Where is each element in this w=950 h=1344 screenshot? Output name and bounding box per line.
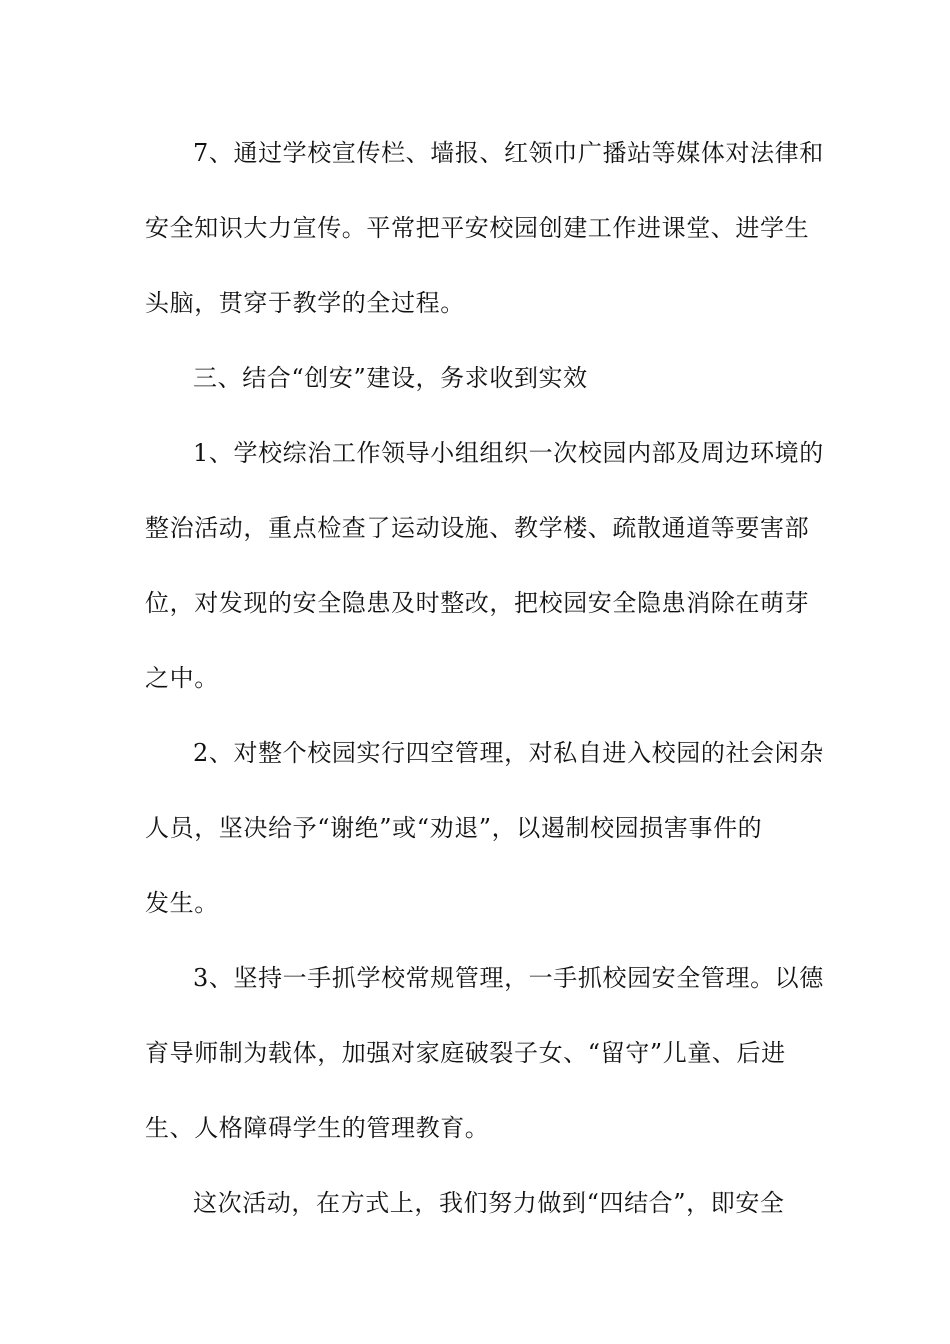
paragraph-7-line-3: 头脑，贯穿于教学的全过程。 [145,289,465,317]
paragraph-1-line-3: 位，对发现的安全隐患及时整改，把校园安全隐患消除在萌芽 [145,589,810,617]
paragraph-2-line-1: 2、对整个校园实行四空管理，对私自进入校园的社会闲杂 [193,739,824,767]
paragraph-2-line-2: 人员，坚决给予“谢绝”或“劝退”，以遏制校园损害事件的 [145,814,763,842]
closing-paragraph-line-1: 这次活动，在方式上，我们努力做到“四结合”，即安全 [193,1189,785,1217]
paragraph-7-line-1: 7、通过学校宣传栏、墙报、红领巾广播站等媒体对法律和 [193,139,824,167]
paragraph-2-line-3: 发生。 [145,889,219,917]
section-heading-3: 三、结合“创安”建设，务求收到实效 [193,364,588,392]
paragraph-3-line-2: 育导师制为载体，加强对家庭破裂子女、“留守”儿童、后进 [145,1039,786,1067]
paragraph-1-line-2: 整治活动，重点检查了运动设施、教学楼、疏散通道等要害部 [145,514,810,542]
paragraph-3-line-3: 生、人格障碍学生的管理教育。 [145,1114,490,1142]
paragraph-1-line-1: 1、学校综治工作领导小组组织一次校园内部及周边环境的 [193,439,824,467]
paragraph-1-line-4: 之中。 [145,664,219,692]
paragraph-3-line-1: 3、坚持一手抓学校常规管理，一手抓校园安全管理。以德 [193,964,824,992]
paragraph-7-line-2: 安全知识大力宣传。平常把平安校园创建工作进课堂、进学生 [145,214,810,242]
